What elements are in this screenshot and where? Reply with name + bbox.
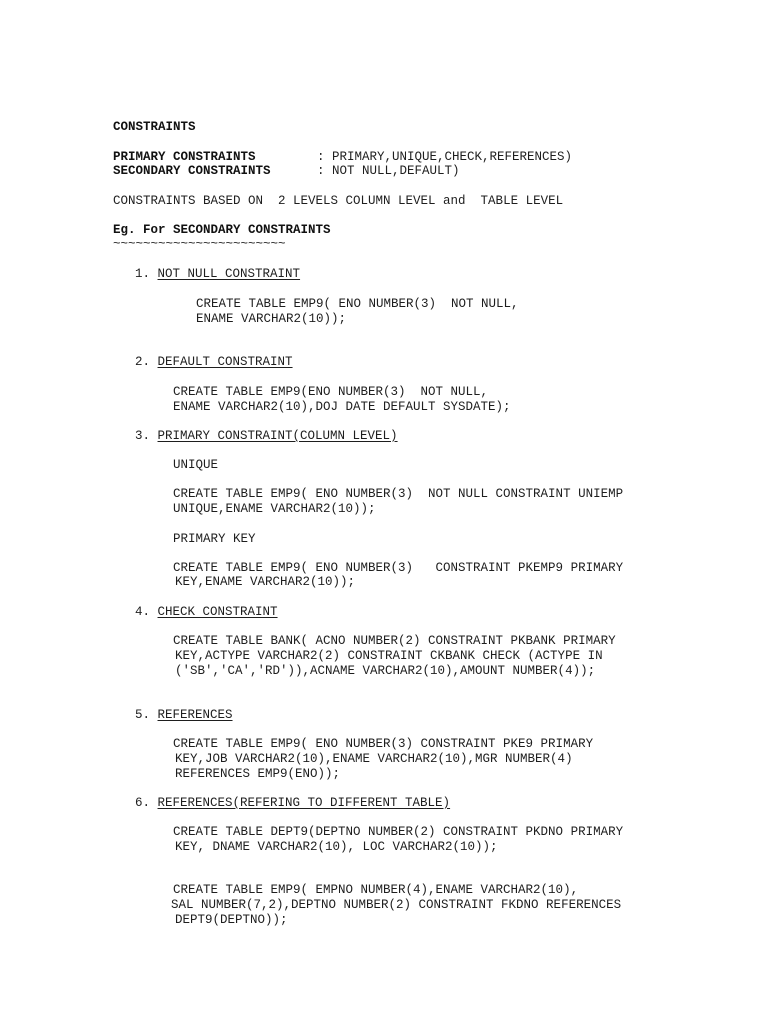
sub-label: PRIMARY KEY xyxy=(173,532,256,546)
constraint-type-name: SECONDARY CONSTRAINTS xyxy=(113,164,271,178)
code-line: KEY,ENAME VARCHAR2(10)); xyxy=(175,575,356,589)
page-title: CONSTRAINTS xyxy=(113,120,196,134)
code-line: CREATE TABLE DEPT9(DEPTNO NUMBER(2) CONSTRAINT PKDNO PRIMARY xyxy=(173,825,624,839)
section-number: 3. xyxy=(135,429,151,443)
example-heading: Eg. For SECONDARY CONSTRAINTS xyxy=(113,223,331,237)
section-title: DEFAULT CONSTRAINT xyxy=(157,355,293,369)
code-line: CREATE TABLE EMP9( EMPNO NUMBER(4),ENAME VARCHAR2(10), xyxy=(173,883,579,897)
section-heading xyxy=(135,708,233,723)
code-line: SAL NUMBER(7,2),DEPTNO NUMBER(2) CONSTRAINT FKDNO REFERENCES xyxy=(171,898,622,912)
section-number: 2. xyxy=(135,355,151,369)
section-heading xyxy=(135,267,300,282)
heading-rule: ~~~~~~~~~~~~~~~~~~~~~~~ xyxy=(113,237,286,251)
section-number: 4. xyxy=(135,605,151,619)
code-line: REFERENCES EMP9(ENO)); xyxy=(175,767,341,781)
code-line: CREATE TABLE BANK( ACNO NUMBER(2) CONSTRAINT PKBANK PRIMARY xyxy=(173,634,616,648)
constraint-type-name: PRIMARY CONSTRAINTS xyxy=(113,150,256,164)
code-line: CREATE TABLE EMP9( ENO NUMBER(3) NOT NULL, xyxy=(196,297,519,311)
section-heading xyxy=(135,605,278,620)
constraint-type-value: : PRIMARY,UNIQUE,CHECK,REFERENCES) xyxy=(317,150,573,164)
section-title: REFERENCES(REFERING TO DIFFERENT TABLE) xyxy=(157,796,451,810)
code-line: UNIQUE,ENAME VARCHAR2(10)); xyxy=(173,502,376,516)
levels-note: CONSTRAINTS BASED ON 2 LEVELS COLUMN LEVEL and TABLE LEVEL xyxy=(113,194,564,208)
code-line: ENAME VARCHAR2(10),DOJ DATE DEFAULT SYSDATE); xyxy=(173,400,511,414)
code-line: KEY,ACTYPE VARCHAR2(2) CONSTRAINT CKBANK CHECK (ACTYPE IN xyxy=(175,649,603,663)
code-line: KEY,JOB VARCHAR2(10),ENAME VARCHAR2(10),MGR NUMBER(4) xyxy=(175,752,573,766)
code-line: ENAME VARCHAR2(10)); xyxy=(196,312,347,326)
section-heading xyxy=(135,355,293,370)
constraint-type-value: : NOT NULL,DEFAULT) xyxy=(317,164,460,178)
code-line: ('SB','CA','RD')),ACNAME VARCHAR2(10),AMOUNT NUMBER(4)); xyxy=(175,664,596,678)
code-line: DEPT9(DEPTNO)); xyxy=(175,913,288,927)
section-number: 6. xyxy=(135,796,151,810)
code-line: CREATE TABLE EMP9(ENO NUMBER(3) NOT NULL, xyxy=(173,385,489,399)
section-title: PRIMARY CONSTRAINT(COLUMN LEVEL) xyxy=(157,429,398,443)
code-line: CREATE TABLE EMP9( ENO NUMBER(3) CONSTRAINT PKEMP9 PRIMARY xyxy=(173,561,624,575)
code-line: KEY, DNAME VARCHAR2(10), LOC VARCHAR2(10)); xyxy=(175,840,498,854)
code-line: CREATE TABLE EMP9( ENO NUMBER(3) CONSTRAINT PKE9 PRIMARY xyxy=(173,737,594,751)
section-heading xyxy=(135,429,398,444)
section-title: NOT NULL CONSTRAINT xyxy=(157,267,301,281)
section-number: 1. xyxy=(135,267,151,281)
section-title: REFERENCES xyxy=(157,708,233,722)
code-line: CREATE TABLE EMP9( ENO NUMBER(3) NOT NULL CONSTRAINT UNIEMP xyxy=(173,487,624,501)
section-number: 5. xyxy=(135,708,151,722)
section-title: CHECK CONSTRAINT xyxy=(157,605,278,619)
section-heading xyxy=(135,796,450,811)
sub-label: UNIQUE xyxy=(173,458,219,472)
